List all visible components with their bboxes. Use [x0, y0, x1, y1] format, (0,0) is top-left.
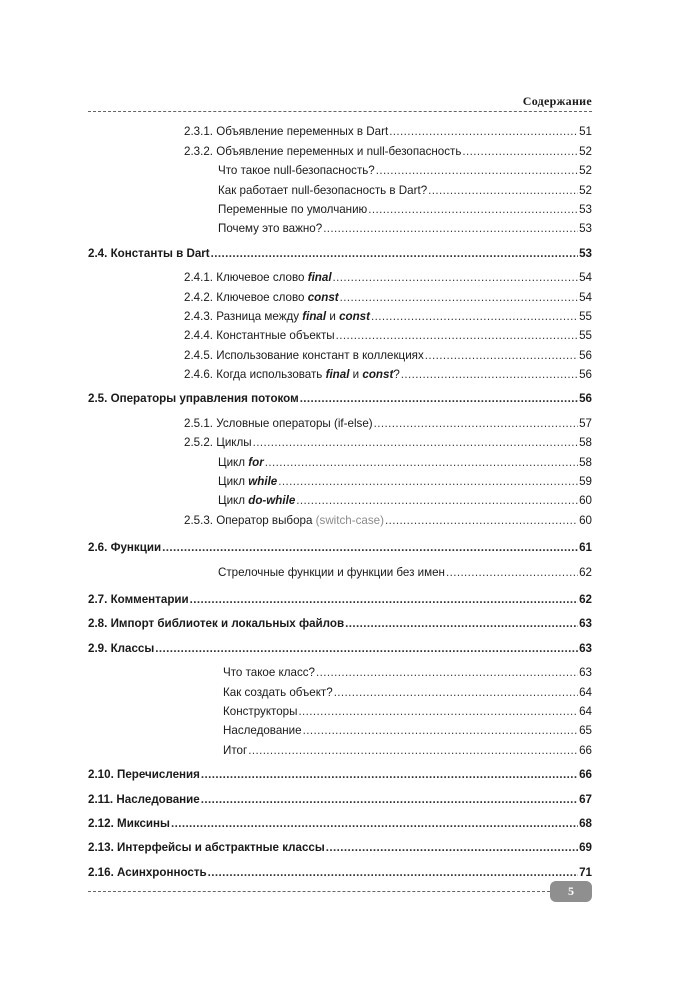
dot-leader: [303, 724, 579, 738]
toc-page-number: 53: [579, 222, 592, 236]
dot-leader: [296, 494, 578, 508]
dot-leader: [376, 164, 578, 178]
dot-leader: [248, 744, 578, 758]
toc-entry-create-object[interactable]: [88, 680, 592, 699]
table-of-contents: [88, 120, 592, 880]
toc-entry-loop-while[interactable]: [88, 470, 592, 489]
keyword: do-while: [248, 494, 296, 508]
toc-entry-null-safety-how[interactable]: [88, 178, 592, 197]
dot-leader: [211, 247, 578, 261]
toc-entry-null-safety-what[interactable]: [88, 159, 592, 178]
toc-entry-summary[interactable]: [88, 738, 592, 757]
toc-page-number: 60: [579, 513, 592, 527]
toc-entry-2-11[interactable]: [88, 787, 592, 806]
dot-leader: [278, 475, 578, 489]
keyword: const: [339, 309, 370, 323]
keyword: for: [248, 455, 264, 469]
toc-entry-title: Цикл do-while: [218, 494, 296, 508]
toc-page-number: 56: [579, 368, 592, 382]
toc-entry-2-4-2[interactable]: [88, 285, 592, 304]
toc-entry-title: Почему это важно?: [218, 222, 323, 236]
dot-leader: [385, 514, 578, 528]
toc-page-number: 66: [579, 743, 592, 757]
toc-page-number: 52: [579, 183, 592, 197]
toc-page-number: 62: [579, 592, 592, 606]
dot-leader: [155, 642, 578, 656]
dot-leader: [171, 817, 578, 831]
toc-entry-title: 2.4.4. Константные объекты: [184, 329, 335, 343]
keyword: while: [248, 475, 278, 489]
toc-entry-loop-do-while[interactable]: [88, 489, 592, 508]
toc-entry-title: 2.16. Асинхронность: [88, 865, 207, 879]
toc-entry-constructors[interactable]: [88, 700, 592, 719]
toc-entry-title: 2.6. Функции: [88, 541, 162, 555]
toc-entry-title: 2.4. Константы в Dart: [88, 246, 210, 260]
toc-entry-2-3-1[interactable]: [88, 120, 592, 139]
keyword: const: [362, 368, 394, 382]
toc-page-number: 54: [579, 271, 592, 285]
toc-entry-2-8[interactable]: [88, 612, 592, 631]
toc-page-number: 66: [579, 768, 592, 782]
toc-entry-title: 2.4.2. Ключевое слово const: [184, 290, 339, 304]
page-header-title: Содержание: [522, 94, 592, 108]
toc-page-number: 53: [579, 202, 592, 216]
toc-entry-title: Что такое класс?: [223, 666, 315, 680]
toc-entry-2-5-3[interactable]: [88, 508, 592, 527]
toc-entry-2-7[interactable]: [88, 588, 592, 607]
toc-entry-title: 2.5.1. Условные операторы (if-else): [184, 416, 373, 430]
toc-entry-what-is-class[interactable]: [88, 661, 592, 680]
dot-leader: [401, 368, 578, 382]
toc-page-number: 68: [579, 816, 592, 830]
toc-entry-2-4-4[interactable]: [88, 324, 592, 343]
toc-entry-title: 2.4.1. Ключевое слово final: [184, 271, 332, 285]
dot-leader: [345, 617, 578, 631]
toc-entry-title: 2.4.6. Когда использовать final и const?: [184, 368, 400, 382]
page-number-badge: 5: [550, 881, 592, 902]
toc-entry-title: 2.8. Импорт библиотек и локальных файлов: [88, 617, 345, 631]
toc-entry-title: 2.11. Наследование: [88, 792, 200, 806]
toc-page-number: 65: [579, 724, 592, 738]
toc-entry-title: 2.9. Классы: [88, 641, 155, 655]
toc-entry-title: 2.5.3. Оператор выбора (switch-case): [184, 513, 384, 527]
dot-leader: [316, 666, 578, 680]
toc-entry-arrow-functions[interactable]: [88, 560, 592, 579]
toc-entry-title: 2.4.3. Разница между final и const: [184, 309, 370, 323]
toc-page-number: 52: [579, 164, 592, 178]
dot-leader: [336, 329, 578, 343]
toc-page-number: 67: [579, 792, 592, 806]
dot-leader: [333, 271, 579, 285]
toc-page-number: 56: [579, 392, 592, 406]
toc-page-number: 63: [579, 641, 592, 655]
dot-leader: [446, 566, 578, 580]
toc-entry-2-6[interactable]: [88, 536, 592, 555]
keyword: const: [307, 290, 339, 304]
dot-leader: [368, 203, 578, 217]
toc-entry-title: 2.3.2. Объявление переменных и null-безопасность: [184, 144, 462, 158]
toc-entry-2-16[interactable]: [88, 860, 592, 879]
dot-leader: [374, 417, 578, 431]
dot-leader: [340, 291, 578, 305]
dot-leader: [201, 793, 578, 807]
dot-leader: [371, 310, 578, 324]
toc-entry-2-4-3[interactable]: [88, 305, 592, 324]
toc-entry-2-5[interactable]: [88, 387, 592, 406]
toc-page-number: 52: [579, 144, 592, 158]
toc-page-number: 63: [579, 666, 592, 680]
toc-page-number: 63: [579, 617, 592, 631]
toc-page-number: 61: [579, 541, 592, 555]
footer-divider: [88, 891, 550, 892]
toc-page-number: 71: [579, 865, 592, 879]
dot-leader: [253, 436, 578, 450]
dot-leader: [323, 222, 578, 236]
toc-entry-title: Стрелочные функции и функции без имен: [218, 565, 445, 579]
dot-leader: [298, 705, 578, 719]
switch-case-label: (switch-case): [315, 513, 384, 527]
toc-entry-title: Конструкторы: [223, 704, 298, 718]
toc-entry-title: 2.5. Операторы управления потоком: [88, 392, 299, 406]
toc-entry-2-13[interactable]: [88, 836, 592, 855]
toc-page-number: 64: [579, 704, 592, 718]
dot-leader: [300, 392, 578, 406]
dot-leader: [425, 349, 578, 363]
toc-entry-title: 2.4.5. Использование констант в коллекциях: [184, 348, 424, 362]
toc-page-number: 54: [579, 290, 592, 304]
toc-entry-why-important[interactable]: [88, 217, 592, 236]
toc-page-number: 58: [579, 436, 592, 450]
toc-entry-title: Что такое null-безопасность?: [218, 164, 375, 178]
toc-page-number: 53: [579, 246, 592, 260]
dot-leader: [334, 686, 578, 700]
toc-entry-title: 2.3.1. Объявление переменных в Dart: [184, 125, 389, 139]
toc-entry-2-5-1[interactable]: [88, 411, 592, 430]
toc-entry-title: Как работает null-безопасность в Dart?: [218, 183, 428, 197]
toc-entry-2-10[interactable]: [88, 763, 592, 782]
toc-entry-title: Цикл for: [218, 455, 264, 469]
dot-leader: [190, 593, 578, 607]
toc-entry-title: 2.10. Перечисления: [88, 768, 200, 782]
dot-leader: [428, 184, 578, 198]
toc-page-number: 64: [579, 685, 592, 699]
toc-page-number: 69: [579, 841, 592, 855]
dot-leader: [389, 125, 578, 139]
dot-leader: [462, 145, 578, 159]
toc-entry-title: Наследование: [223, 724, 302, 738]
toc-entry-inheritance-sub[interactable]: [88, 719, 592, 738]
toc-page-number: 62: [579, 565, 592, 579]
toc-page-number: 51: [579, 125, 592, 139]
dot-leader: [162, 541, 578, 555]
toc-entry-2-5-2[interactable]: [88, 431, 592, 450]
toc-entry-2-4-6[interactable]: [88, 363, 592, 382]
toc-entry-default-variables[interactable]: [88, 198, 592, 217]
toc-page-number: 57: [579, 416, 592, 430]
toc-entry-title: Переменные по умолчанию: [218, 202, 368, 216]
dot-leader: [201, 768, 578, 782]
toc-page-number: 59: [579, 475, 592, 489]
toc-entry-title: Итог: [223, 743, 248, 757]
toc-entry-2-4-5[interactable]: [88, 343, 592, 362]
dot-leader: [265, 456, 578, 470]
toc-entry-2-12[interactable]: [88, 812, 592, 831]
keyword: final: [325, 368, 350, 382]
header-divider: [88, 111, 592, 112]
toc-entry-title: Цикл while: [218, 475, 278, 489]
dot-leader: [326, 841, 578, 855]
toc-page-number: 55: [579, 329, 592, 343]
toc-entry-2-4[interactable]: [88, 241, 592, 260]
toc-entry-title: 2.5.2. Циклы: [184, 436, 252, 450]
toc-entry-title: 2.7. Комментарии: [88, 592, 189, 606]
keyword: final: [307, 271, 332, 285]
toc-entry-loop-for[interactable]: [88, 450, 592, 469]
toc-page-number: 55: [579, 309, 592, 323]
toc-page-number: 58: [579, 455, 592, 469]
toc-entry-2-3-2[interactable]: [88, 139, 592, 158]
toc-entry-2-4-1[interactable]: [88, 266, 592, 285]
toc-entry-title: Как создать объект?: [223, 685, 333, 699]
toc-page-number: 60: [579, 494, 592, 508]
toc-page-number: 56: [579, 348, 592, 362]
toc-entry-title: 2.13. Интерфейсы и абстрактные классы: [88, 841, 325, 855]
toc-entry-title: 2.12. Миксины: [88, 816, 170, 830]
toc-entry-2-9[interactable]: [88, 636, 592, 655]
dot-leader: [208, 866, 578, 880]
keyword: final: [302, 309, 327, 323]
